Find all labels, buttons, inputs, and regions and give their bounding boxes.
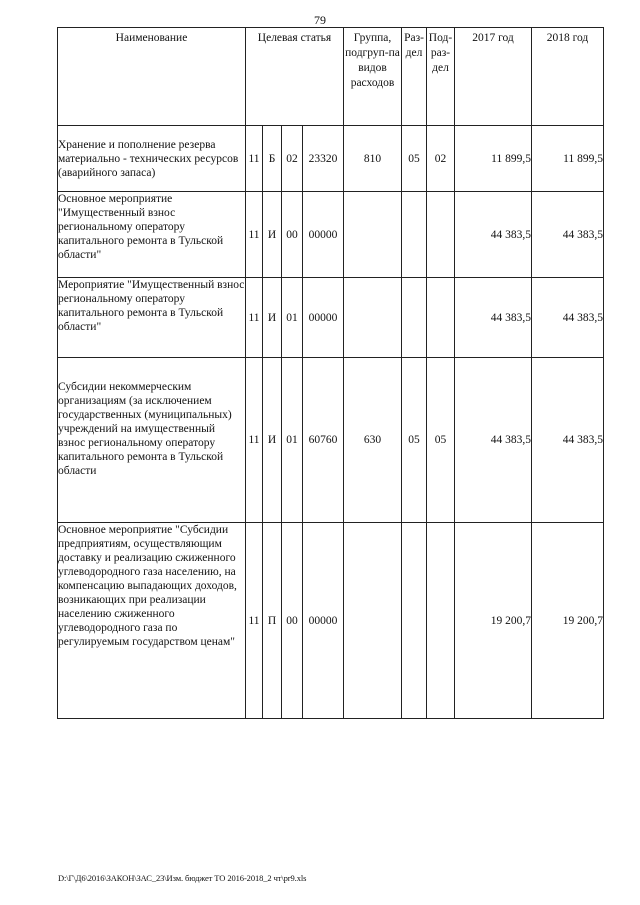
header-year-2018: 2018 год <box>532 28 604 126</box>
amount-2018: 44 383,5 <box>532 192 604 278</box>
table-row <box>58 126 604 192</box>
amount-2017: 44 383,5 <box>455 278 532 358</box>
expense-group-cell: 630 <box>344 358 402 523</box>
target-code-subprogram: И <box>263 192 282 278</box>
target-code-program: 11 <box>246 278 263 358</box>
target-code-event: 02 <box>282 126 303 192</box>
target-code-subprogram: П <box>263 523 282 719</box>
row-name: Мероприятие "Имущественный взнос региональному оператору капитального ремонта в Тульской области" <box>58 278 246 358</box>
row-name: Хранение и пополнение резерва материально - технических ресурсов (аварийного запаса) <box>58 126 246 192</box>
target-code-subprogram: И <box>263 358 282 523</box>
table-row <box>58 192 604 278</box>
target-code-program: 11 <box>246 192 263 278</box>
subsection-cell <box>427 523 455 719</box>
subsection-cell: 05 <box>427 358 455 523</box>
target-code-program: 11 <box>246 126 263 192</box>
amount-2017: 19 200,7 <box>455 523 532 719</box>
header-year-2017: 2017 год <box>455 28 532 126</box>
table-row <box>58 278 604 358</box>
table-row <box>58 358 604 523</box>
expense-group-cell: 810 <box>344 126 402 192</box>
target-code-direction: 23320 <box>303 126 344 192</box>
row-name: Основное мероприятие "Субсидии предприятиям, осуществляющим доставку и реализацию сжиженного углеводородного газа населению, на компенсацию выпадающих доходов, возникающих при реализации населению сжиженного углеводородного газа по регулируемым государством ценам" <box>58 523 246 719</box>
section-cell <box>402 523 427 719</box>
header-target-article: Целевая статья <box>246 28 344 126</box>
header-row <box>58 28 604 126</box>
amount-2017: 44 383,5 <box>455 192 532 278</box>
table-row <box>58 523 604 719</box>
amount-2018: 44 383,5 <box>532 278 604 358</box>
header-section: Раз-дел <box>402 28 427 126</box>
expense-group-cell <box>344 523 402 719</box>
section-cell: 05 <box>402 126 427 192</box>
expense-group-cell <box>344 278 402 358</box>
target-code-direction: 00000 <box>303 523 344 719</box>
section-cell: 05 <box>402 358 427 523</box>
amount-2017: 44 383,5 <box>455 358 532 523</box>
row-name: Основное мероприятие "Имущественный взнос региональному оператору капитального ремонта в Тульской области" <box>58 192 246 278</box>
header-subsection: Под-раз-дел <box>427 28 455 126</box>
target-code-program: 11 <box>246 358 263 523</box>
subsection-cell <box>427 192 455 278</box>
target-code-event: 01 <box>282 358 303 523</box>
file-path-footer: D:\Г\Д6\2016\ЗАКОН\ЗАС_23\Изм. бюджет ТО 2016-2018_2 чт\pr9.xls <box>58 873 307 883</box>
header-expense-group: Группа, подгруп-па видов расходов <box>344 28 402 126</box>
section-cell <box>402 192 427 278</box>
target-code-direction: 00000 <box>303 192 344 278</box>
target-code-event: 00 <box>282 192 303 278</box>
amount-2018: 11 899,5 <box>532 126 604 192</box>
page-number: 79 <box>314 13 326 27</box>
section-cell <box>402 278 427 358</box>
amount-2017: 11 899,5 <box>455 126 532 192</box>
amount-2018: 44 383,5 <box>532 358 604 523</box>
target-code-program: 11 <box>246 523 263 719</box>
target-code-direction: 00000 <box>303 278 344 358</box>
target-code-subprogram: Б <box>263 126 282 192</box>
expense-group-cell <box>344 192 402 278</box>
budget-table <box>57 27 604 719</box>
amount-2018: 19 200,7 <box>532 523 604 719</box>
target-code-direction: 60760 <box>303 358 344 523</box>
subsection-cell: 02 <box>427 126 455 192</box>
target-code-event: 01 <box>282 278 303 358</box>
subsection-cell <box>427 278 455 358</box>
target-code-event: 00 <box>282 523 303 719</box>
row-name: Субсидии некоммерческим организациям (за исключением государственных (муниципальных) учреждений на имущественный взнос региональному оператору капитального ремонта в Тульской области <box>58 358 246 523</box>
header-name: Наименование <box>58 28 246 126</box>
target-code-subprogram: И <box>263 278 282 358</box>
